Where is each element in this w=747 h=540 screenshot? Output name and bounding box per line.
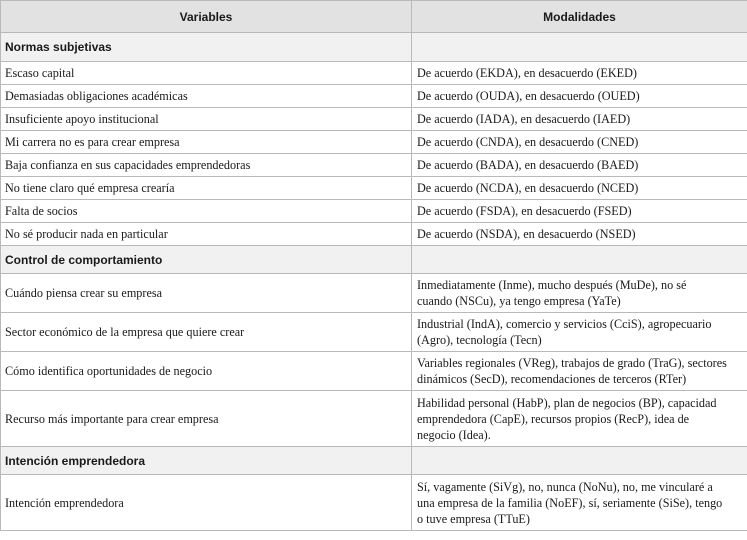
table-row (1, 131, 747, 154)
modalidades-line: Inmediatamente (Inme), mucho después (MuDe), no sé (417, 278, 687, 292)
modalidades-line: una empresa de la familia (NoEF), sí, seriamente (SiSe), tengo (417, 495, 723, 510)
table-row (1, 475, 747, 531)
modalidades-line: o tuve empresa (TTuE) (417, 511, 530, 526)
modalidades-cell: De acuerdo (NCDA), en desacuerdo (NCED) (412, 177, 747, 200)
variable-cell: Demasiadas obligaciones académicas (1, 85, 412, 108)
table-row (1, 108, 747, 131)
variable-cell: Recurso más importante para crear empresa (1, 391, 412, 447)
variable-cell: Falta de socios (1, 200, 412, 223)
variable-cell: Baja confianza en sus capacidades emprendedoras (1, 154, 412, 177)
table-row (1, 223, 747, 246)
section-title: Normas subjetivas (1, 33, 412, 62)
variable-cell: No sé producir nada en particular (1, 223, 412, 246)
header-row (1, 1, 747, 33)
modalidades-cell: De acuerdo (NSDA), en desacuerdo (NSED) (412, 223, 747, 246)
table-row (1, 391, 747, 447)
variable-cell: Cómo identifica oportunidades de negocio (1, 352, 412, 391)
variable-cell: Sector económico de la empresa que quiere crear (1, 313, 412, 352)
modalidades-line: Sí, vagamente (SiVg), no, nunca (NoNu), no, me vincularé a (417, 479, 713, 494)
table-row (1, 85, 747, 108)
variable-cell: Insuficiente apoyo institucional (1, 108, 412, 131)
modalidades-line: Habilidad personal (HabP), plan de negocios (BP), capacidad (417, 395, 717, 410)
header-variables: Variables (1, 1, 412, 33)
header-modalidades: Modalidades (412, 1, 747, 33)
modalidades-line: dinámicos (SecD), recomendaciones de terceros (RTer) (417, 372, 687, 386)
modalidades-cell (412, 313, 747, 352)
modalidades-cell: De acuerdo (FSDA), en desacuerdo (FSED) (412, 200, 747, 223)
section-title: Control de comportamiento (1, 246, 412, 274)
modalidades-line: cuando (NSCu), ya tengo empresa (YaTe) (417, 294, 621, 308)
table-row (1, 200, 747, 223)
modalidades-line: emprendedora (CapE), recursos propios (RecP), idea de (417, 411, 690, 426)
section-row (1, 447, 747, 475)
variable-cell: No tiene claro qué empresa crearía (1, 177, 412, 200)
table-row (1, 274, 747, 313)
modalidades-cell: De acuerdo (EKDA), en desacuerdo (EKED) (412, 62, 747, 85)
modalidades-cell (412, 391, 747, 447)
table-row (1, 313, 747, 352)
variable-cell: Intención emprendedora (1, 475, 412, 531)
modalidades-line: (Agro), tecnología (Tecn) (417, 333, 542, 347)
modalidades-cell (412, 475, 747, 531)
modalidades-cell (412, 274, 747, 313)
section-title: Intención emprendedora (1, 447, 412, 475)
modalidades-cell: De acuerdo (CNDA), en desacuerdo (CNED) (412, 131, 747, 154)
variable-cell: Mi carrera no es para crear empresa (1, 131, 412, 154)
table-row (1, 62, 747, 85)
variable-cell: Escaso capital (1, 62, 412, 85)
modalidades-line: Variables regionales (VReg), trabajos de grado (TraG), sectores (417, 356, 727, 370)
variable-cell: Cuándo piensa crear su empresa (1, 274, 412, 313)
table-row (1, 177, 747, 200)
modalidades-cell: De acuerdo (OUDA), en desacuerdo (OUED) (412, 85, 747, 108)
modalidades-line: Industrial (IndA), comercio y servicios (CciS), agropecuario (417, 317, 712, 331)
modalidades-cell (412, 352, 747, 391)
modalidades-cell: De acuerdo (IADA), en desacuerdo (IAED) (412, 108, 747, 131)
section-row (1, 33, 747, 62)
modalidades-line: negocio (Idea). (417, 427, 491, 442)
table-row (1, 352, 747, 391)
section-row (1, 246, 747, 274)
table-row (1, 154, 747, 177)
modalidades-cell: De acuerdo (BADA), en desacuerdo (BAED) (412, 154, 747, 177)
